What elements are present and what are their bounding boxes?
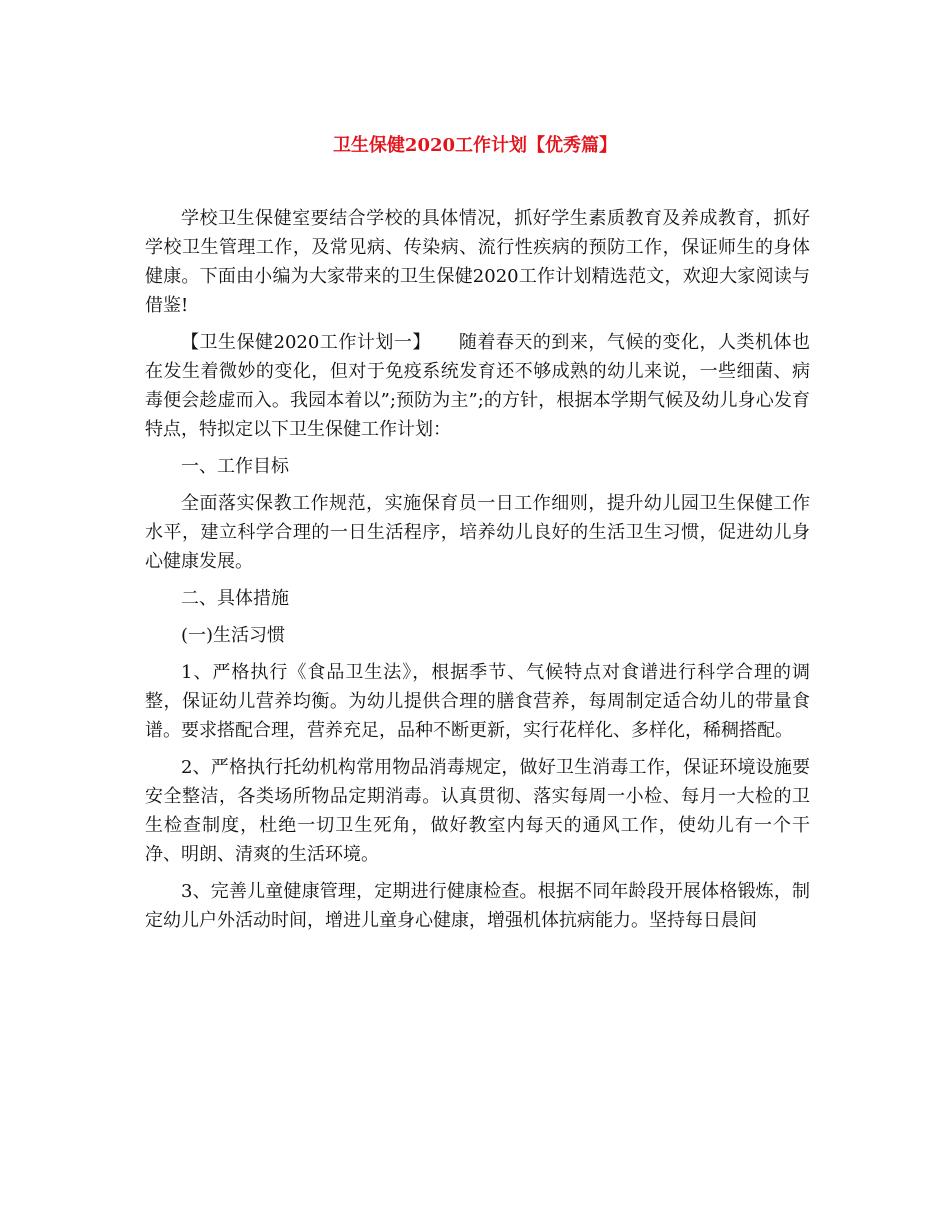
- paragraph-measure-3: 3、完善儿童健康管理，定期进行健康检查。根据不同年龄段开展体格锻炼，制定幼儿户外活动时间，增进儿童身心健康，增强机体抗病能力。坚持每日晨间: [145, 881, 810, 931]
- document-title: 卫生保健2020工作计划【优秀篇】: [332, 135, 618, 156]
- paragraph-measure-2: 2、严格执行托幼机构常用物品消毒规定，做好卫生消毒工作，保证环境设施要安全整洁，各类场所物品定期消毒。认真贯彻、落实每周一小检、每月一大检的卫生检查制度，杜绝一切卫生死角，做好教室内每天的通风工作，使幼儿有一个干净、明朗、清爽的生活环境。: [145, 757, 810, 865]
- heading-work-goals: 一、工作目标: [181, 456, 289, 477]
- paragraph-goals: 全面落实保教工作规范，实施保育员一日工作细则，提升幼儿园卫生保健工作水平，建立科学合理的一日生活程序，培养幼儿良好的生活卫生习惯，促进幼儿身心健康发展。: [145, 493, 810, 572]
- paragraph-plan-one: 【卫生保健2020工作计划一】 随着春天的到来，气候的变化，人类机体也在发生着微妙的变化，但对于免疫系统发育还不够成熟的幼儿来说，一些细菌、病毒便会趁虚而入。我园本着以”;预防为主”;的方针，根据本学期气候及幼儿身心发育特点，特拟定以下卫生保健工作计划：: [145, 332, 810, 440]
- heading-specific-measures: 二、具体措施: [181, 588, 289, 609]
- document-body: [145, 204, 810, 943]
- heading-living-habits: (一)生活习惯: [181, 625, 286, 646]
- paragraph-measure-1: 1、严格执行《食品卫生法》，根据季节、气候特点对食谱进行科学合理的调整，保证幼儿营养均衡。为幼儿提供合理的膳食营养，每周制定适合幼儿的带量食谱。要求搭配合理，营养充足，品种不断更新，实行花样化、多样化，稀稠搭配。: [145, 662, 810, 741]
- paragraph-intro: 学校卫生保健室要结合学校的具体情况，抓好学生素质教育及养成教育，抓好学校卫生管理工作，及常见病、传染病、流行性疾病的预防工作，保证师生的身体健康。下面由小编为大家带来的卫生保健2020工作计划精选范文，欢迎大家阅读与借鉴!: [145, 208, 810, 316]
